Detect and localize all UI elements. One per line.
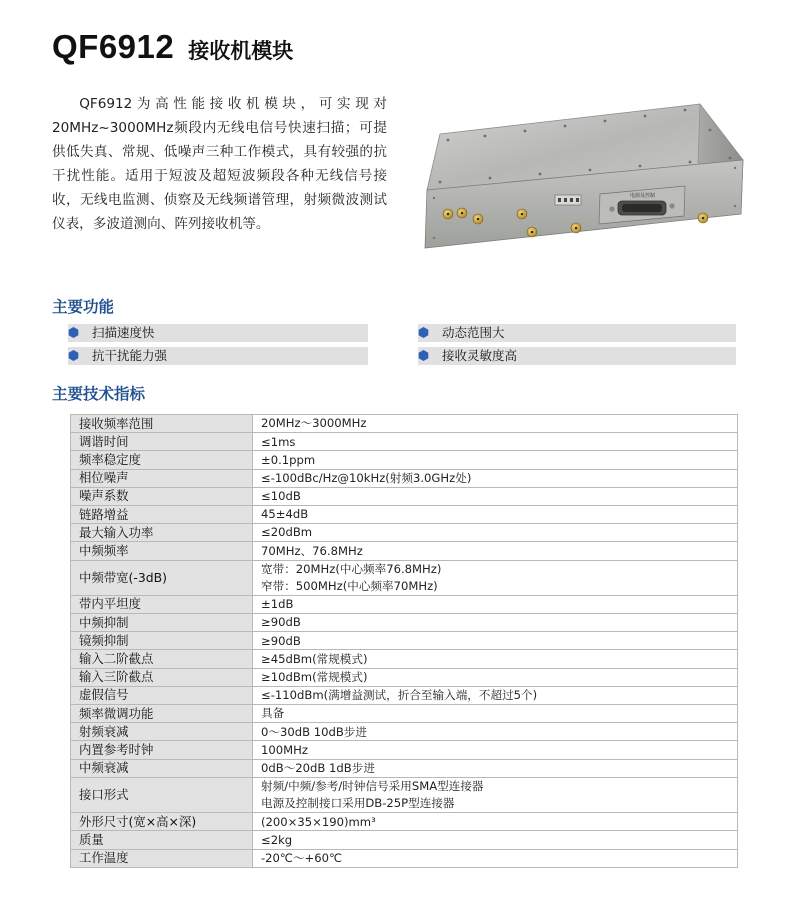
spec-value — [253, 451, 738, 469]
spec-value-line: ≤10dB — [261, 489, 301, 504]
spec-value-line: 0～30dB 10dB步进 — [261, 724, 367, 739]
table-row — [71, 505, 738, 523]
spec-value-line: ≤20dBm — [261, 525, 313, 540]
hexagon-bullet-icon — [418, 327, 429, 338]
table-row — [71, 524, 738, 542]
spec-value-line: -20℃～+60℃ — [261, 850, 343, 865]
spec-value — [253, 650, 738, 668]
page-title — [52, 28, 293, 68]
spec-value — [253, 614, 738, 632]
spec-value — [253, 849, 738, 867]
product-photo — [400, 98, 745, 268]
table-row — [71, 415, 738, 433]
spec-value — [253, 813, 738, 831]
hexagon-bullet-icon — [418, 350, 429, 361]
spec-label: 最大输入功率 — [71, 524, 253, 542]
spec-value-line: ≤1ms — [261, 434, 296, 449]
intro-paragraph: QF6912为高性能接收机模块，可实现对20MHz~3000MHz频段内无线电信号快速扫描；可提供低失真、常规、低噪声三种工作模式，具有较强的抗干扰性能。适用于短波及超短波频段各种无线信号接收，无线电监测、侦察及无线频谱管理，射频微波测试仪表，多波道测向、阵列接收机等。 — [52, 96, 387, 232]
table-row — [71, 668, 738, 686]
spec-value — [253, 831, 738, 849]
spec-value-line: 具备 — [261, 706, 285, 721]
table-row — [71, 451, 738, 469]
spec-value — [253, 415, 738, 433]
spec-value — [253, 487, 738, 505]
spec-value-line: ±1dB — [261, 597, 294, 612]
spec-label: 内置参考时钟 — [71, 741, 253, 759]
spec-label: 中频抑制 — [71, 614, 253, 632]
spec-value — [253, 469, 738, 487]
feature-item — [68, 347, 368, 365]
spec-value — [253, 668, 738, 686]
spec-value-line: ≥45dBm(常规模式) — [261, 651, 368, 666]
table-row — [71, 831, 738, 849]
table-row — [71, 595, 738, 613]
spec-value — [253, 524, 738, 542]
spec-label: 工作温度 — [71, 849, 253, 867]
table-row — [71, 813, 738, 831]
spec-label: 中频衰减 — [71, 759, 253, 777]
spec-value — [253, 705, 738, 723]
intro-section — [52, 92, 387, 236]
table-row — [71, 723, 738, 741]
spec-value — [253, 632, 738, 650]
table-row — [71, 849, 738, 867]
spec-value-line: ≤-100dBc/Hz@10kHz(射频3.0GHz处) — [261, 470, 472, 485]
spec-value — [253, 723, 738, 741]
spec-value — [253, 777, 738, 812]
spec-label: 频率微调功能 — [71, 705, 253, 723]
table-row — [71, 759, 738, 777]
spec-value-line: ≥90dB — [261, 633, 301, 648]
spec-label: 噪声系数 — [71, 487, 253, 505]
feature-label: 动态范围大 — [442, 325, 505, 340]
spec-label: 镜频抑制 — [71, 632, 253, 650]
product-model: QF6912 — [52, 28, 175, 65]
spec-label: 链路增益 — [71, 505, 253, 523]
table-row — [71, 650, 738, 668]
hexagon-bullet-icon — [68, 327, 79, 338]
spec-value-line: 窄带：500MHz(中心频率70MHz) — [261, 578, 438, 593]
spec-value-line: 射频/中频/参考/时钟信号采用SMA型连接器 — [261, 779, 484, 794]
spec-value-line: ≤2kg — [261, 832, 293, 847]
spec-value — [253, 759, 738, 777]
specs-title: 主要技术指标 — [52, 385, 146, 403]
spec-value-line: ≥10dBm(常规模式) — [261, 669, 368, 684]
spec-value — [253, 741, 738, 759]
spec-label: 射频衰减 — [71, 723, 253, 741]
spec-value-line: 电源及控制接口采用DB-25P型连接器 — [261, 795, 455, 810]
spec-value-line: 0dB～20dB 1dB步进 — [261, 760, 375, 775]
feature-label: 接收灵敏度高 — [442, 348, 518, 363]
spec-label: 中频频率 — [71, 542, 253, 560]
spec-value — [253, 433, 738, 451]
spec-value-line: 宽带：20MHz(中心频率76.8MHz) — [261, 562, 442, 577]
table-row — [71, 433, 738, 451]
spec-value-line: (200×35×190)mm³ — [261, 814, 376, 829]
spec-value — [253, 542, 738, 560]
spec-table — [70, 414, 738, 868]
spec-value-line: 45±4dB — [261, 507, 309, 522]
spec-label: 输入三阶截点 — [71, 668, 253, 686]
table-row — [71, 542, 738, 560]
spec-label: 相位噪声 — [71, 469, 253, 487]
spec-value-line: 70MHz、76.8MHz — [261, 543, 363, 558]
spec-value — [253, 686, 738, 704]
spec-value-line: ≤-110dBm(满增益测试，折合至输入端，不超过5个) — [261, 688, 538, 703]
table-row — [71, 705, 738, 723]
table-row — [71, 777, 738, 812]
table-row — [71, 469, 738, 487]
panel-label: 电源及控制 — [630, 193, 656, 199]
table-row — [71, 487, 738, 505]
spec-value-line: 20MHz～3000MHz — [261, 416, 367, 431]
spec-value — [253, 595, 738, 613]
feature-item — [418, 324, 736, 342]
product-name: 接收机模块 — [188, 39, 294, 63]
feature-item — [418, 347, 736, 365]
spec-label: 输入二阶截点 — [71, 650, 253, 668]
table-row — [71, 741, 738, 759]
spec-value-line: 100MHz — [261, 742, 308, 757]
feature-item — [68, 324, 368, 342]
feature-label: 抗干扰能力强 — [92, 348, 168, 363]
table-row — [71, 686, 738, 704]
spec-label: 调谐时间 — [71, 433, 253, 451]
spec-label: 质量 — [71, 831, 253, 849]
spec-label: 带内平坦度 — [71, 595, 253, 613]
spec-value — [253, 505, 738, 523]
features-title: 主要功能 — [52, 298, 115, 316]
spec-label: 虚假信号 — [71, 686, 253, 704]
table-row — [71, 614, 738, 632]
spec-label: 接口形式 — [71, 777, 253, 812]
spec-value — [253, 560, 738, 595]
spec-label: 接收频率范围 — [71, 415, 253, 433]
spec-value-line: ±0.1ppm — [261, 452, 316, 467]
spec-label: 外形尺寸(宽×高×深) — [71, 813, 253, 831]
hexagon-bullet-icon — [68, 350, 79, 361]
spec-label: 中频带宽(-3dB) — [71, 560, 253, 595]
spec-label: 频率稳定度 — [71, 451, 253, 469]
table-row — [71, 632, 738, 650]
table-row — [71, 560, 738, 595]
feature-label: 扫描速度快 — [92, 325, 155, 340]
spec-value-line: ≥90dB — [261, 615, 301, 630]
